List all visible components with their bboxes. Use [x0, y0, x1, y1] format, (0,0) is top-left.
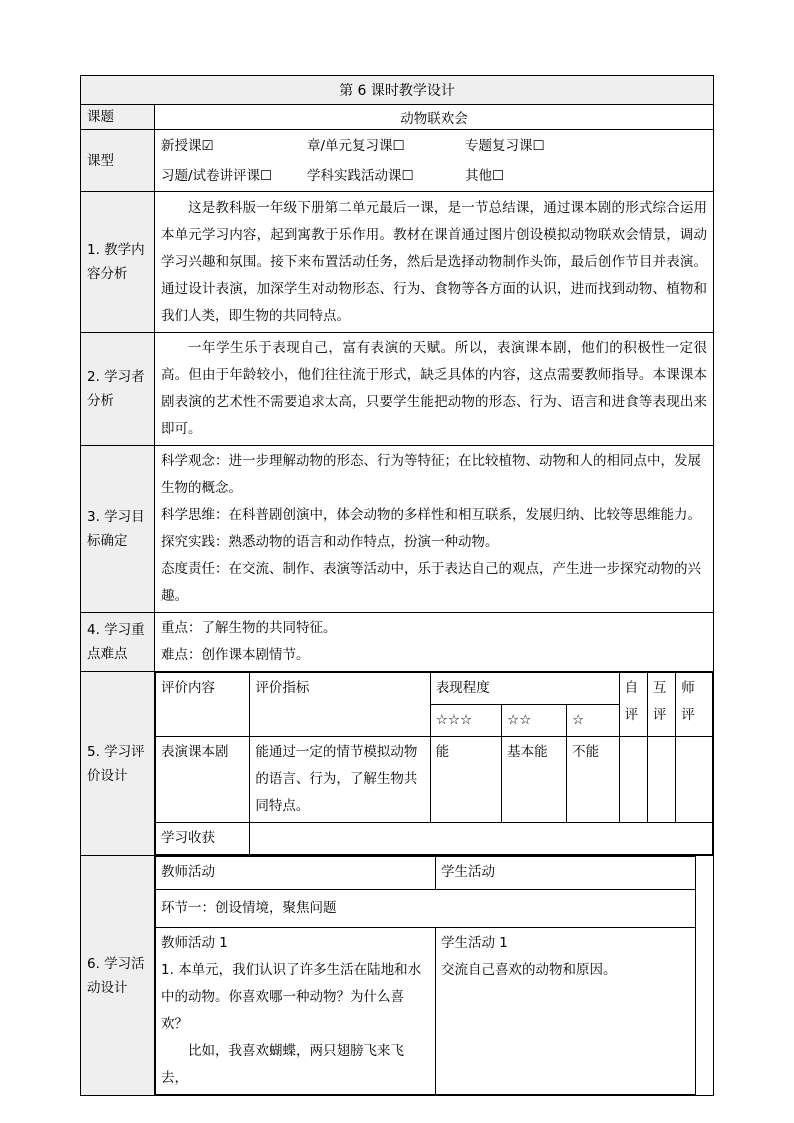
act-header-student: 学生活动 — [436, 857, 696, 890]
eval-header-level: 表现程度 — [430, 673, 619, 705]
goals-list — [155, 446, 714, 613]
eval-teacher-cell — [676, 737, 713, 823]
key-points-list — [155, 613, 714, 672]
content-analysis-text: 这是教科版一年级下册第二单元最后一课，是一节总结课，通过课本剧的形式综合运用本单元学习内容，起到寓教于乐作用。教材在课首通过图片创设模拟动物联欢会情景，调动学习兴趣和氛围。接下来布置活动任务，然后是选择动物制作头饰，最后创作节目并表演。通过设计表演，加深学生对动物形态、行为、食物等各方面的认识，进而找到动物、植物和我们人类，即生物的共同特点。 — [155, 192, 714, 333]
document-title: 第 6 课时教学设计 — [81, 76, 714, 105]
eval-header-indicator: 评价指标 — [250, 673, 430, 737]
eval-gain-cell — [250, 823, 713, 855]
lesson-type-option: 习题/试卷讲评课☐ — [161, 167, 273, 184]
act-header-teacher: 教师活动 — [156, 857, 436, 890]
eval-stars-1: ☆ — [567, 705, 619, 737]
eval-header-teacher: 师评 — [676, 673, 713, 737]
act-student-1-text: 交流自己喜欢的动物和原因。 — [441, 962, 617, 978]
eval-row-content: 表演课本剧 — [156, 737, 250, 823]
evaluation-label: 5. 学习评价设计 — [81, 672, 155, 856]
topic-label: 课题 — [81, 105, 155, 130]
goal-item: 科学思维：在科普剧创演中，体会动物的多样性和相互联系，发展归纳、比较等思维能力。 — [161, 507, 701, 523]
act-teacher-1-text: 1. 本单元，我们认识了许多生活在陆地和水中的动物。你喜欢哪一种动物？为什么喜欢？ — [161, 962, 422, 1032]
goal-item: 探究实践：熟悉动物的语言和动作特点，扮演一种动物。 — [161, 534, 499, 550]
eval-stars-2: ☆☆ — [502, 705, 567, 737]
lesson-type-label: 课型 — [81, 130, 155, 192]
activities-cell — [155, 856, 714, 1096]
act-student-1-title: 学生活动 1 — [441, 935, 508, 951]
lesson-type-option: 章/单元复习课☐ — [307, 137, 405, 154]
goal-item: 态度责任：在交流、制作、表演等活动中，乐于表达自己的观点，产生进一步探究动物的兴趣。 — [161, 561, 701, 604]
content-analysis-label: 1. 教学内容分析 — [81, 192, 155, 333]
eval-header-content: 评价内容 — [156, 673, 250, 737]
act-student-1 — [436, 928, 696, 1095]
lesson-type-option: 新授课☑ — [161, 137, 214, 154]
eval-stars-3: ☆☆☆ — [430, 705, 501, 737]
eval-gain-label: 学习收获 — [156, 823, 250, 855]
learner-analysis-label: 2. 学习者分析 — [81, 333, 155, 446]
eval-level-mid: 基本能 — [502, 737, 567, 823]
evaluation-table — [155, 672, 713, 855]
key-points-label: 4. 学习重点难点 — [81, 613, 155, 672]
lesson-type-option: 其他☐ — [465, 167, 505, 184]
act-stage-1: 环节一：创设情境，聚焦问题 — [156, 890, 696, 928]
eval-level-high: 能 — [430, 737, 501, 823]
act-teacher-1 — [156, 928, 436, 1095]
activities-label: 6. 学习活动设计 — [81, 856, 155, 1096]
key-point: 难点：创作课本剧情节。 — [161, 647, 310, 663]
eval-level-low: 不能 — [567, 737, 619, 823]
eval-row-indicator: 能通过一定的情节模拟动物的语言、行为，了解生物共同特点。 — [250, 737, 430, 823]
eval-self-cell — [619, 737, 647, 823]
goal-item: 科学观念：进一步理解动物的形态、行为等特征；在比较植物、动物和人的相同点中，发展生物的概念。 — [161, 453, 701, 496]
act-teacher-1-title: 教师活动 1 — [161, 935, 228, 951]
act-teacher-1-text-2: 比如，我喜欢蝴蝶，两只翅膀飞来飞去， — [161, 1043, 404, 1086]
topic-value: 动物联欢会 — [155, 105, 714, 130]
evaluation-cell — [155, 672, 714, 856]
eval-header-self: 自评 — [619, 673, 647, 737]
lesson-type-option: 学科实践活动课☐ — [307, 167, 414, 184]
eval-header-peer: 互评 — [647, 673, 675, 737]
key-point: 重点：了解生物的共同特征。 — [161, 620, 337, 636]
learner-analysis-text: 一年学生乐于表现自己，富有表演的天赋。所以，表演课本剧，他们的积极性一定很高。但由于年龄较小，他们往往流于形式，缺乏具体的内容，这点需要教师指导。本课课本剧表演的艺术性不需要追求太高，只要学生能把动物的形态、行为、语言和进食等表现出来即可。 — [155, 333, 714, 446]
lesson-design-table — [80, 75, 714, 1096]
activities-table — [155, 856, 696, 1095]
eval-peer-cell — [647, 737, 675, 823]
lesson-type-options — [155, 130, 714, 192]
lesson-type-option: 专题复习课☐ — [465, 137, 545, 154]
goals-label: 3. 学习目标确定 — [81, 446, 155, 613]
